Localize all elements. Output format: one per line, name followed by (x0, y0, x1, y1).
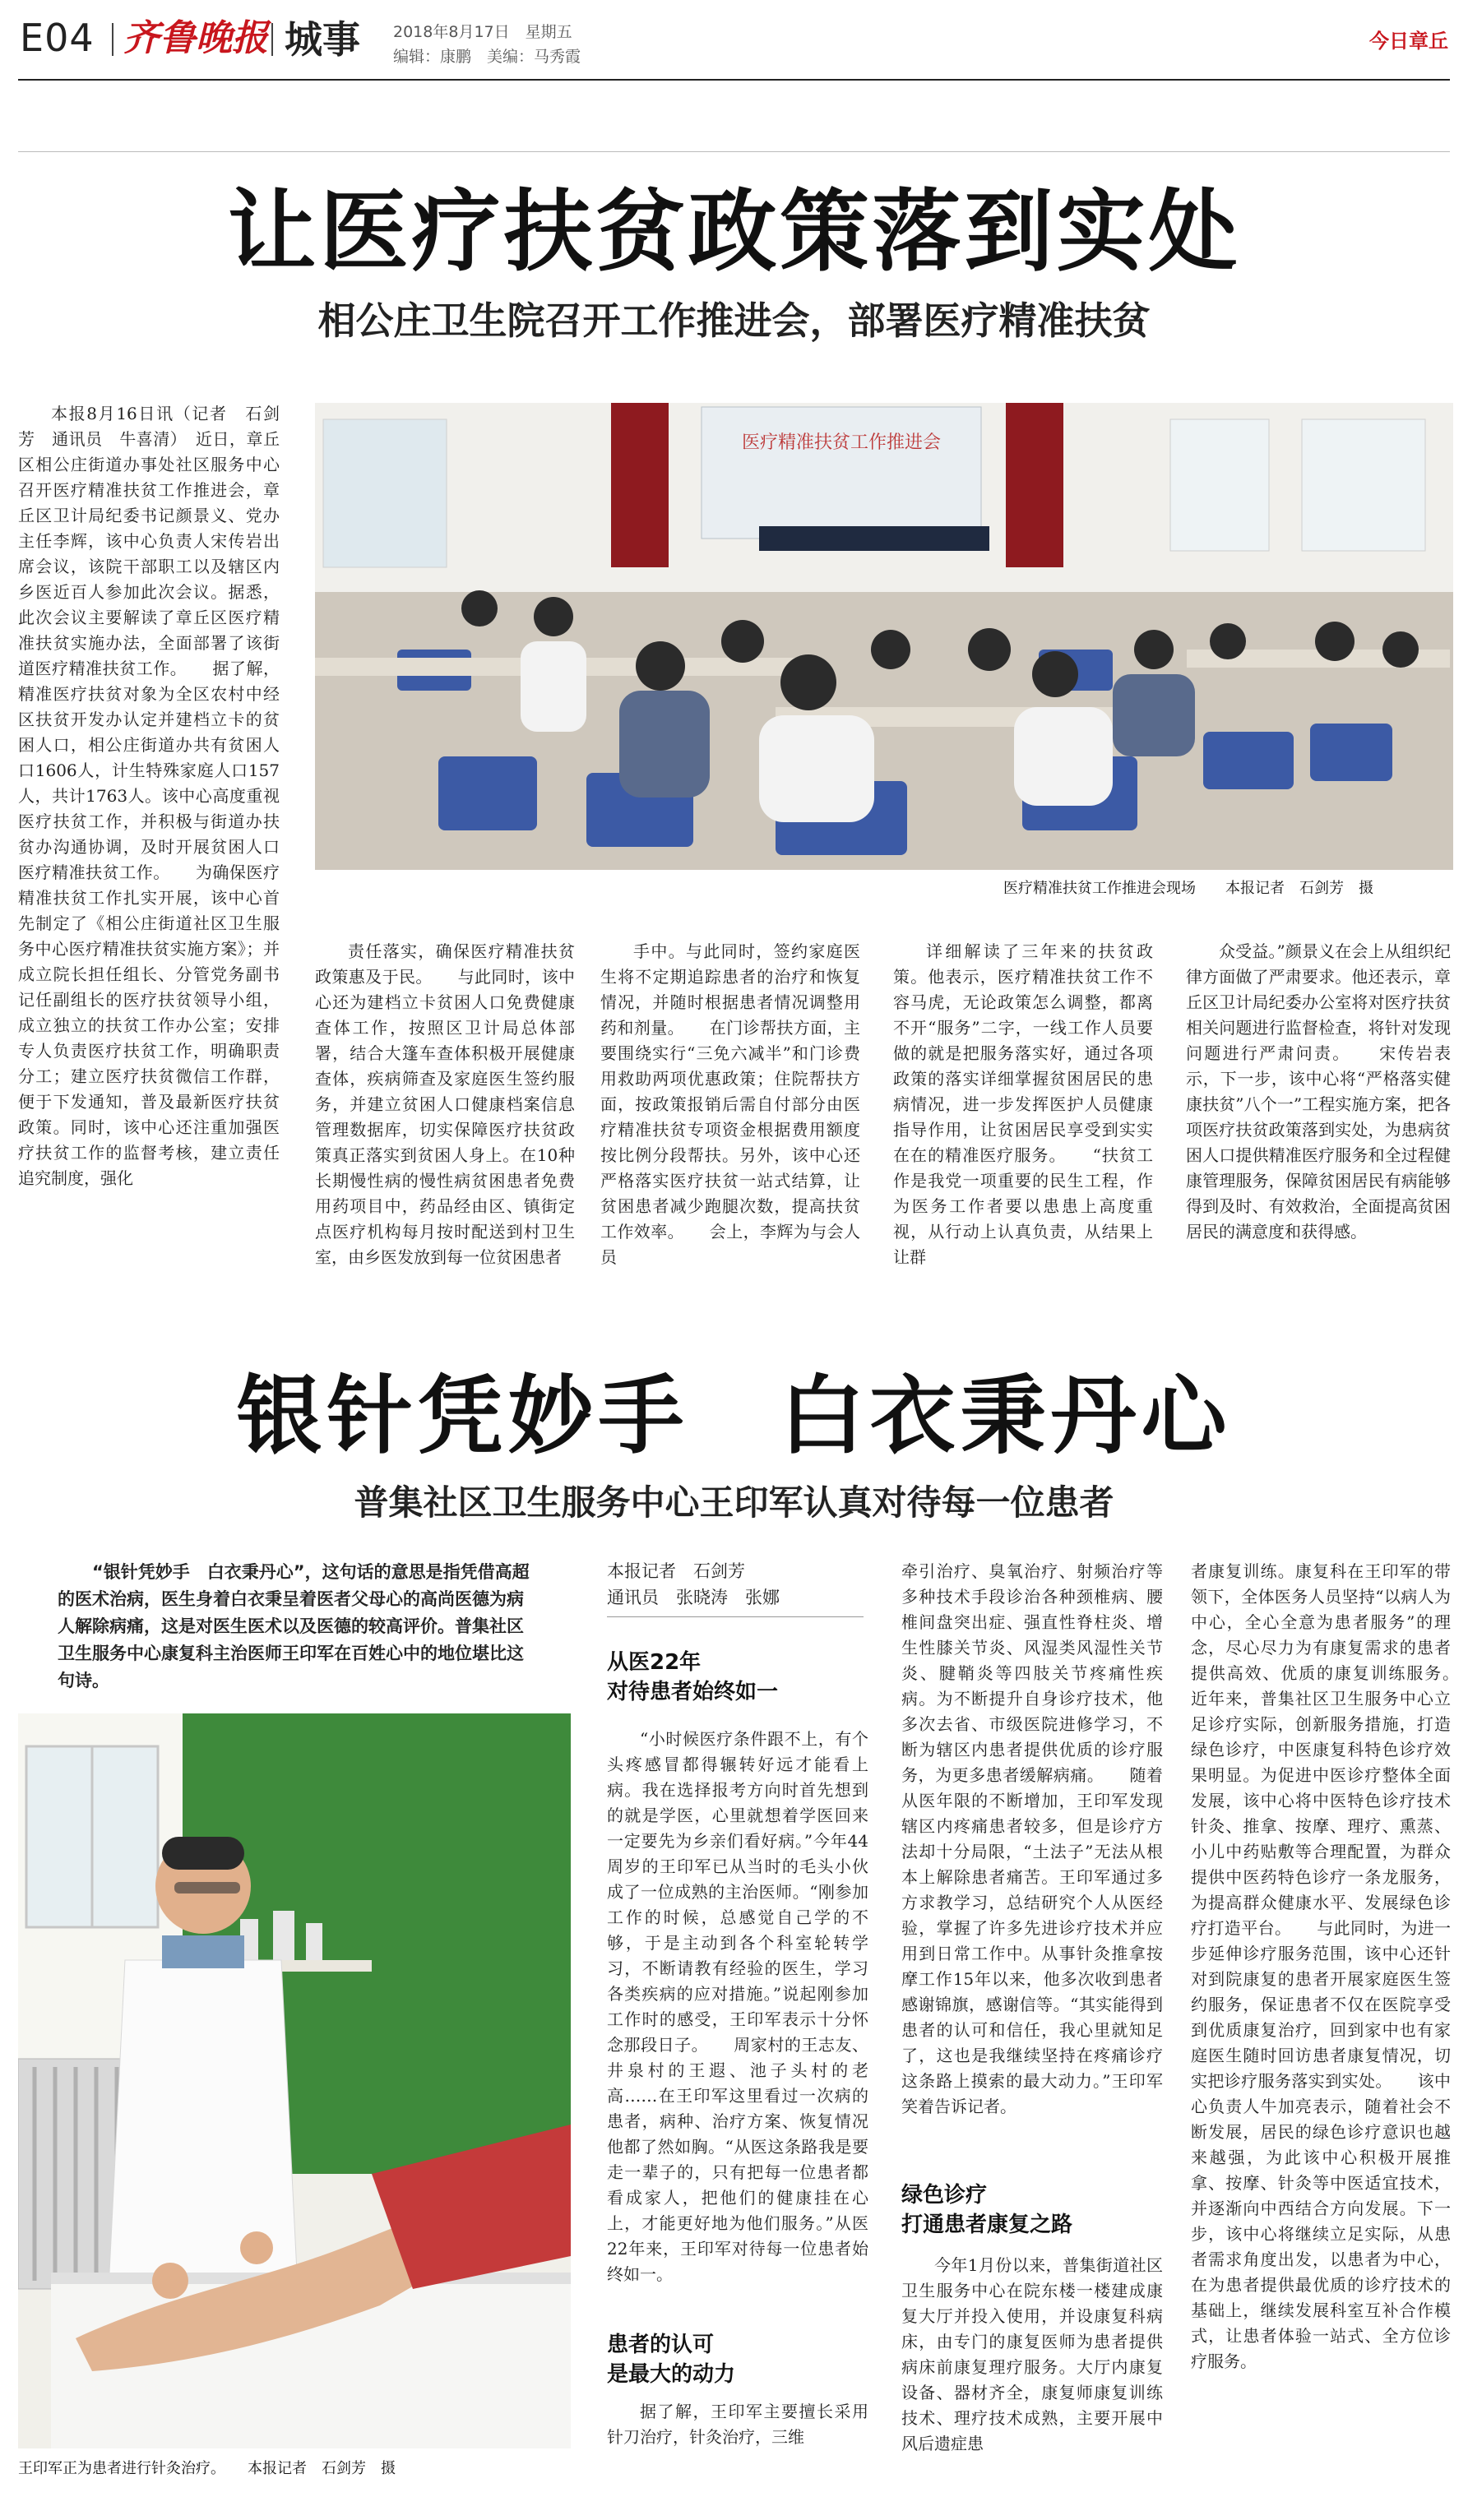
article2-column-2b (901, 2253, 1163, 2499)
article2-lead: “银针凭妙手 白衣秉丹心”，这句话的意思是指凭借高超的医术治病，医生身着白衣秉呈着医者父母心的高尚医德为病人解除病痛，这是对医生医术以及医德的较高评价。普集社区卫生服务中心康复科主治医师王印军在百姓心中的地位堪比这句诗。 (58, 1562, 530, 1690)
acupuncture-photo (18, 1713, 571, 2448)
article1-column-3 (600, 939, 860, 1337)
issue-date: 2018年8月17日 星期五 (393, 23, 572, 41)
article2-column-1b (607, 2399, 868, 2498)
section-name: 城事 (285, 17, 360, 62)
header-rule-thin (18, 151, 1450, 152)
article1-headline: 让医疗扶贫政策落到实处 (227, 181, 1241, 284)
paper-name-logo: 齐鲁晚报 (123, 17, 268, 59)
article1-column-5 (1186, 939, 1451, 1337)
screen-banner-text: 医疗精准扶贫工作推进会 (741, 432, 942, 453)
article2-column-3 (1191, 1559, 1451, 2504)
article2-headline: 银针凭妙手 白衣秉丹心 (236, 1366, 1232, 1466)
article1-text-4: 详细解读了三年来的扶贫政策。他表示，医疗精准扶贫工作不容马虎，无论政策怎么调整，都离不开“服务”二字，一线工作人员要做的就是把服务落实好，通过各项政策的落实详细掌握贫困居民的患病情况，进一步发挥医护人员健康指导作用，让贫困居民享受到实实在在的精准医疗服务。 “扶贫工作是我党一项重要的民生工程，作为医务工作者要以患患上高度重视，从行动上认真负责，从结果上让群 (893, 941, 1153, 1267)
reporter-byline: 本报记者 石剑芳 (607, 1561, 745, 1581)
article2-text-1: “小时候医疗条件跟不上，有个头疼感冒都得辗转好远才能看上病。我在选择报考方向时首先想到的就是学医，心里就想着学医回来一定要先为乡亲们看好病。”今年44周岁的王印军已从当时的毛头小伙成了一位成熟的主治医师。“刚参加工作的时候，总感觉自己学的不够，于是主动到各个科室轮转学习，不断请教有经验的医生，学习各类疾病的应对措施。”说起刚参加工作时的感受，王印军表示十分怀念那段日子。 周家村的王志友、井泉村的王遐、池子头村的老高……在王印军这里看过一次病的患者，病种、治疗方案、恢复情况他都了然如胸。“从医这条路我是要走一辈子的，只有把每一位患者都看成家人，把他们的健康挂在心上，才能更好地为他们服务。”从医22年来，王印军对待每一位患者始终如一。 (607, 1729, 868, 2284)
article1-text-3: 手中。与此同时，签约家庭医生将不定期追踪患者的治疗和恢复情况，并随时根据患者情况调整用药和剂量。 在门诊帮扶方面，主要围绕实行“三免六减半”和门诊费用救助两项优惠政策；住院帮扶方面，按政策报销后需自付部分由医疗精准扶贫专项资金根据费用额度按比例分段帮扶。另外，该中心还严格落实医疗扶贫一站式结算，让贫困患者减少跑腿次数，提高扶贫工作效率。 会上，李辉为与会人员 (600, 941, 860, 1267)
acupuncture-photo-caption: 王印军正为患者进行针灸治疗。 本报记者 石剑芳 摄 (18, 2460, 396, 2477)
byline-rule (607, 1616, 864, 1617)
article2-column-1 (607, 1727, 868, 2310)
article2-text-3: 者康复训练。康复科在王印军的带领下，全体医务人员坚持“以病人为中心，全心全意为患者服务”的理念，尽心尽力为有康复需求的患者提供高效、优质的康复训练服务。 近年来，普集社区卫生服务中心立足诊疗实际，创新服务措施，打造绿色诊疗，中医康复科特色诊疗效果明显。为促进中医诊疗整体全面发展，该中心将中医特色诊疗技术针灸、推拿、按摩、理疗、熏蒸、小儿中药贴敷等合理配置，为群众提供中医药特色诊疗一条龙服务，为提高群众健康水平、发展绿色诊疗打造平台。 与此同时，为进一步延伸诊疗服务范围，该中心还针对到院康复的患者开展家庭医生签约服务，保证患者不仅在医院享受到优质康复治疗，回到家中也有家庭医生随时回访患者康复情况，切实把诊疗服务落实到实处。 该中心负责人牛加亮表示，随着社会不断发展，居民的绿色诊疗意识也越来越强，为此该中心积极开展推拿、按摩、针灸等中医适宜技术，并逐渐向中西结合方向发展。下一步，该中心将继续立足实际，从患者需求角度出发，以患者为中心，在为患者提供最优质的诊疗技术的基础上，继续发展科室互补合作模式，让患者体验一站式、全方位诊疗服务。 (1191, 1561, 1451, 2371)
article2-subheadline: 普集社区卫生服务中心王印军认真对待每一位患者 (354, 1482, 1114, 1523)
article1-text-1: 本报8月16日讯（记者 石剑芳 通讯员 牛喜清） 近日，章丘区相公庄街道办事处社区服务中心召开医疗精准扶贫工作推进会，章丘区卫计局纪委书记颜景义、党办主任李辉，该中心负责人宋传岩出席会议，该院干部职工以及辖区内乡医近百人参加此次会议。据悉，此次会议主要解读了章丘区医疗精准扶贫实施办法，全面部署了该街道医疗精准扶贫工作。 据了解，精准医疗扶贫对象为全区农村中经区扶贫开发办认定并建档立卡的贫困人口，相公庄街道办共有贫困人口1606人，计生特殊家庭人口157人，共计1763人。该中心高度重视医疗扶贫工作，并积极与街道办扶贫办沟通协调，及时开展贫困人口医疗精准扶贫工作。 为确保医疗精准扶贫工作扎实开展，该中心首先制定了《相公庄街道社区卫生服务中心医疗精准扶贫实施方案》；并成立院长担任组长、分管党务副书记任副组长的医疗扶贫领导小组，成立独立的扶贫工作办公室；安排专人负责医疗扶贫工作，明确职责分工；建立医疗扶贫微信工作群，便于下发通知，普及最新医疗扶贫政策。同时，该中心还注重加强医疗扶贫工作的监督考核，建立责任追究制度，强化 (18, 404, 280, 1188)
article1-column-1 (18, 401, 280, 1337)
article1-text-5: 众受益。”颜景义在会上从组织纪律方面做了严肃要求。他还表示，章丘区卫计局纪委办公室将对医疗扶贫相关问题进行监督检查，将针对发现问题进行严肃问责。 宋传岩表示，下一步，该中心将“严格落实健康扶贫”八个一”工程实施方案，把各项医疗扶贫政策落到实处，为患病贫困人口提供精准医疗服务和全过程健康管理服务，保障贫困居民有病能够得到及时、有效救治，全面提高贫困居民的满意度和获得感。 (1186, 941, 1451, 1242)
header-divider-1 (112, 23, 113, 56)
article2-text-2: 牵引治疗、臭氧治疗、射频治疗等多种技术手段诊治各种颈椎病、腰椎间盘突出症、强直性脊柱炎、增生性膝关节炎、风湿类风湿性关节炎、腱鞘炎等四肢关节疼痛性疾病。为不断提升自身诊疗技术，他多次去省、市级医院进修学习，不断为辖区内患者提供优质的诊疗服务，为更多患者缓解病痛。 随着从医年限的不断增加，王印军发现辖区内疼痛患者较多，但是诊疗方法却十分局限，“土法子”无法从根本上解除患者痛苦。王印军通过多方求教学习，总结研究个人从医经验，掌握了许多先进诊疗技术并应用到日常工作中。从事针灸推拿按摩工作15年以来，他多次收到患者感谢锦旗，感谢信等。“其实能得到患者的认可和信任，我心里就知足了，这也是我继续坚持在疼痛诊疗这条路上摸索的最大动力。”王印军笑着告诉记者。 (901, 1561, 1163, 2116)
article1-text-2: 责任落实，确保医疗精准扶贫政策惠及于民。 与此同时，该中心还为建档立卡贫困人口免费健康查体工作，按照区卫计局总体部署，结合大篷车查体积极开展健康查体，疾病筛查及家庭医生签约服务，并建立贫困人口健康档案信息管理数据库，切实保障医疗扶贫政策真正落实到贫困人身上。在10种长期慢性病的慢性病贫困患者免费用药项目中，药品经由区、镇街定点医疗机构每月按时配送到村卫生室，由乡医发放到每一位贫困患者 (315, 941, 575, 1267)
article1-subheadline: 相公庄卫生院召开工作推进会，部署医疗精准扶贫 (317, 298, 1151, 343)
page-number: E04 (20, 16, 95, 60)
subhead-22-years: 从医22年 对待患者始终如一 (607, 1650, 779, 1704)
correspondent-byline: 通讯员 张晓涛 张娜 (607, 1588, 780, 1607)
meeting-photo-caption: 医疗精准扶贫工作推进会现场 本报记者 石剑芳 摄 (1003, 880, 1373, 897)
edition-label: 今日章丘 (1369, 30, 1448, 53)
article1-column-4 (893, 939, 1153, 1337)
article2-text-2b: 今年1月份以来，普集街道社区卫生服务中心在院东楼一楼建成康复大厅并投入使用，并设康复科病床，由专门的康复医师为患者提供病床前康复理疗服务。大厅内康复设备、器材齐全，康复师康复训练技术、理疗技术成熟，主要开展中风后遗症患 (901, 2255, 1163, 2453)
article1-column-2 (315, 939, 575, 1337)
meeting-photo (315, 403, 1453, 870)
header-divider-2 (271, 23, 273, 56)
subhead-green-treatment: 绿色诊疗 打通患者康复之路 (901, 2180, 1165, 2240)
header-rule (18, 79, 1450, 81)
subhead-recognition: 患者的认可 是最大的动力 (607, 2333, 736, 2387)
article2-text-1b: 据了解，王印军主要擅长采用针刀治疗，针灸治疗，三维 (607, 2402, 868, 2447)
editor-credits: 编辑：康鹏 美编：马秀霞 (393, 48, 581, 66)
